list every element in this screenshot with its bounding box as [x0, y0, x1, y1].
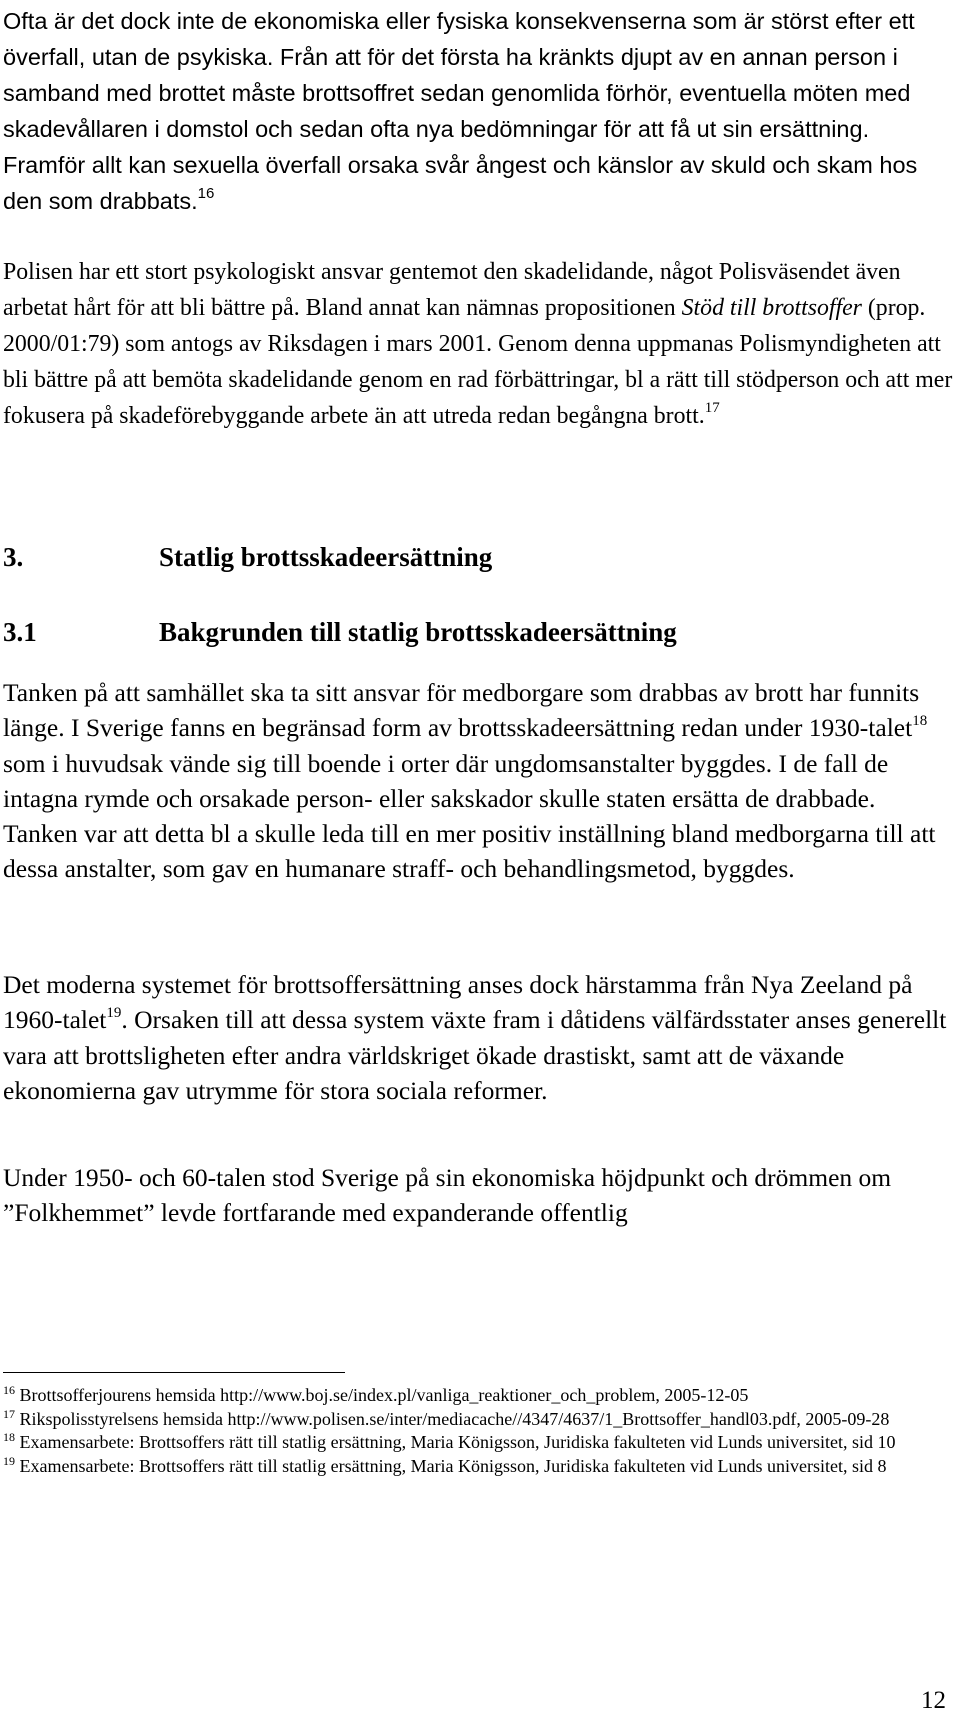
- footnote-text: Rikspolisstyrelsens hemsida http://www.polisen.se/inter/mediacache//4347/4637/1_Brottsoffer_handl03.pdf, 2005-09-28: [19, 1408, 890, 1429]
- footnote-text: Brottsofferjourens hemsida http://www.boj.se/index.pl/vanliga_reaktioner_och_problem, 2005-12-05: [19, 1385, 749, 1405]
- footnote-ref: 17: [704, 400, 720, 416]
- footnote-ref: 16: [197, 185, 215, 202]
- paragraph-psychological-consequences: [3, 3, 953, 219]
- paragraph-text: Tanken på att samhället ska ta sitt ansvar för medborgare som drabbas av brott har funnits länge. I Sverige fanns en begränsad form av brottsskadeersättning redan under 1930-talet: [3, 678, 920, 743]
- paragraph-text: . Orsaken till att dessa system växte fram i dåtidens välfärdsstater anses generellt vara att brottsligheten efter andra världskriget ökade drastiskt, samt att de växande ekonomierna gav utrymme för stora sociala reformer.: [3, 1005, 947, 1105]
- footnote-number: 16: [3, 1383, 15, 1397]
- footnote-text: Examensarbete: Brottsoffers rätt till statlig ersättning, Maria Königsson, Juridiska fakulteten vid Lunds universitet, sid 10: [19, 1432, 896, 1452]
- paragraph-text: som i huvudsak vände sig till boende i orter där ungdomsanstalter byggdes. I de fall de intagna rymde och orsakade person- eller sakskador skulle staten ersätta de drabbade. Tanken var att detta bl a skulle leda till en mer positiv inställning bland medborgarna till att dessa anstalter, som gav en humanare straff- och behandlingsmetod, byggdes.: [3, 748, 936, 884]
- subsection-number: 3.1: [3, 617, 37, 647]
- footnote-number: 18: [3, 1430, 15, 1444]
- footnote-text: Examensarbete: Brottsoffers rätt till statlig ersättning, Maria Königsson, Juridiska fakulteten vid Lunds universitet, sid 8: [19, 1455, 887, 1476]
- proposition-title: Stöd till brottsoffer: [681, 295, 862, 321]
- footnote-ref: 18: [912, 713, 928, 730]
- paragraph-text: (prop. 2000/01:79) som antogs av Riksdagen i mars 2001. Genom denna uppmanas Polismyndigheten att bli bättre på att bemöta skadelidande genom en rad förbättringar, bl a rätt till stödperson och att mer fokusera på skadeförebyggande arbete än att utreda redan begångna brott.: [3, 295, 953, 429]
- footnote-19: [3, 1455, 953, 1479]
- section-number: 3.: [3, 542, 24, 572]
- paragraph-text: Under 1950- och 60-talen stod Sverige på sin ekonomiska höjdpunkt och drömmen om ”Folkhemmet” levde fortfarande med expanderande offentlig: [3, 1163, 892, 1228]
- footnote-ref: 19: [106, 1005, 122, 1022]
- subsection-heading: [3, 615, 677, 649]
- section-title: Statlig brottsskadeersättning: [159, 542, 493, 572]
- footnote-18: [3, 1431, 953, 1455]
- paragraph-police-responsibility: [3, 254, 953, 434]
- footnote-number: 17: [3, 1406, 15, 1421]
- footnote-number: 19: [3, 1453, 15, 1468]
- section-heading: [3, 540, 492, 574]
- footnotes: [3, 1384, 953, 1478]
- paragraph-modern-system: [3, 967, 953, 1108]
- page-number: 12: [921, 1687, 946, 1714]
- paragraph-text: Ofta är det dock inte de ekonomiska eller fysiska konsekvenserna som är störst efter ett överfall, utan de psykiska. Från att för det första ha kränkts djupt av en annan person i samband med brottet måste brottsoffret sedan genomlida förhör, eventuella möten med skadevållaren i domstol och sedan ofta nya bedömningar för att få ut sin ersättning. Framför allt kan sexuella överfall orsaka svår ångest och känslor av skuld och skam hos den som drabbats.: [3, 8, 918, 214]
- subsection-title: Bakgrunden till statlig brottsskadeersättning: [159, 617, 677, 647]
- footnote-17: [3, 1408, 953, 1432]
- paragraph-background: [3, 675, 953, 887]
- footnote-separator: [3, 1372, 345, 1373]
- paragraph-folkhemmet: [3, 1160, 953, 1231]
- paragraph-text: Det moderna systemet för brottsoffersättning anses dock härstamma från Nya Zeeland på 1960-talet: [3, 970, 913, 1035]
- footnote-16: [3, 1384, 953, 1408]
- paragraph-text: Polisen har ett stort psykologiskt ansvar gentemot den skadelidande, något Polisväsendet även arbetat hårt för att bli bättre på. Bland annat kan nämnas propositionen: [3, 259, 901, 321]
